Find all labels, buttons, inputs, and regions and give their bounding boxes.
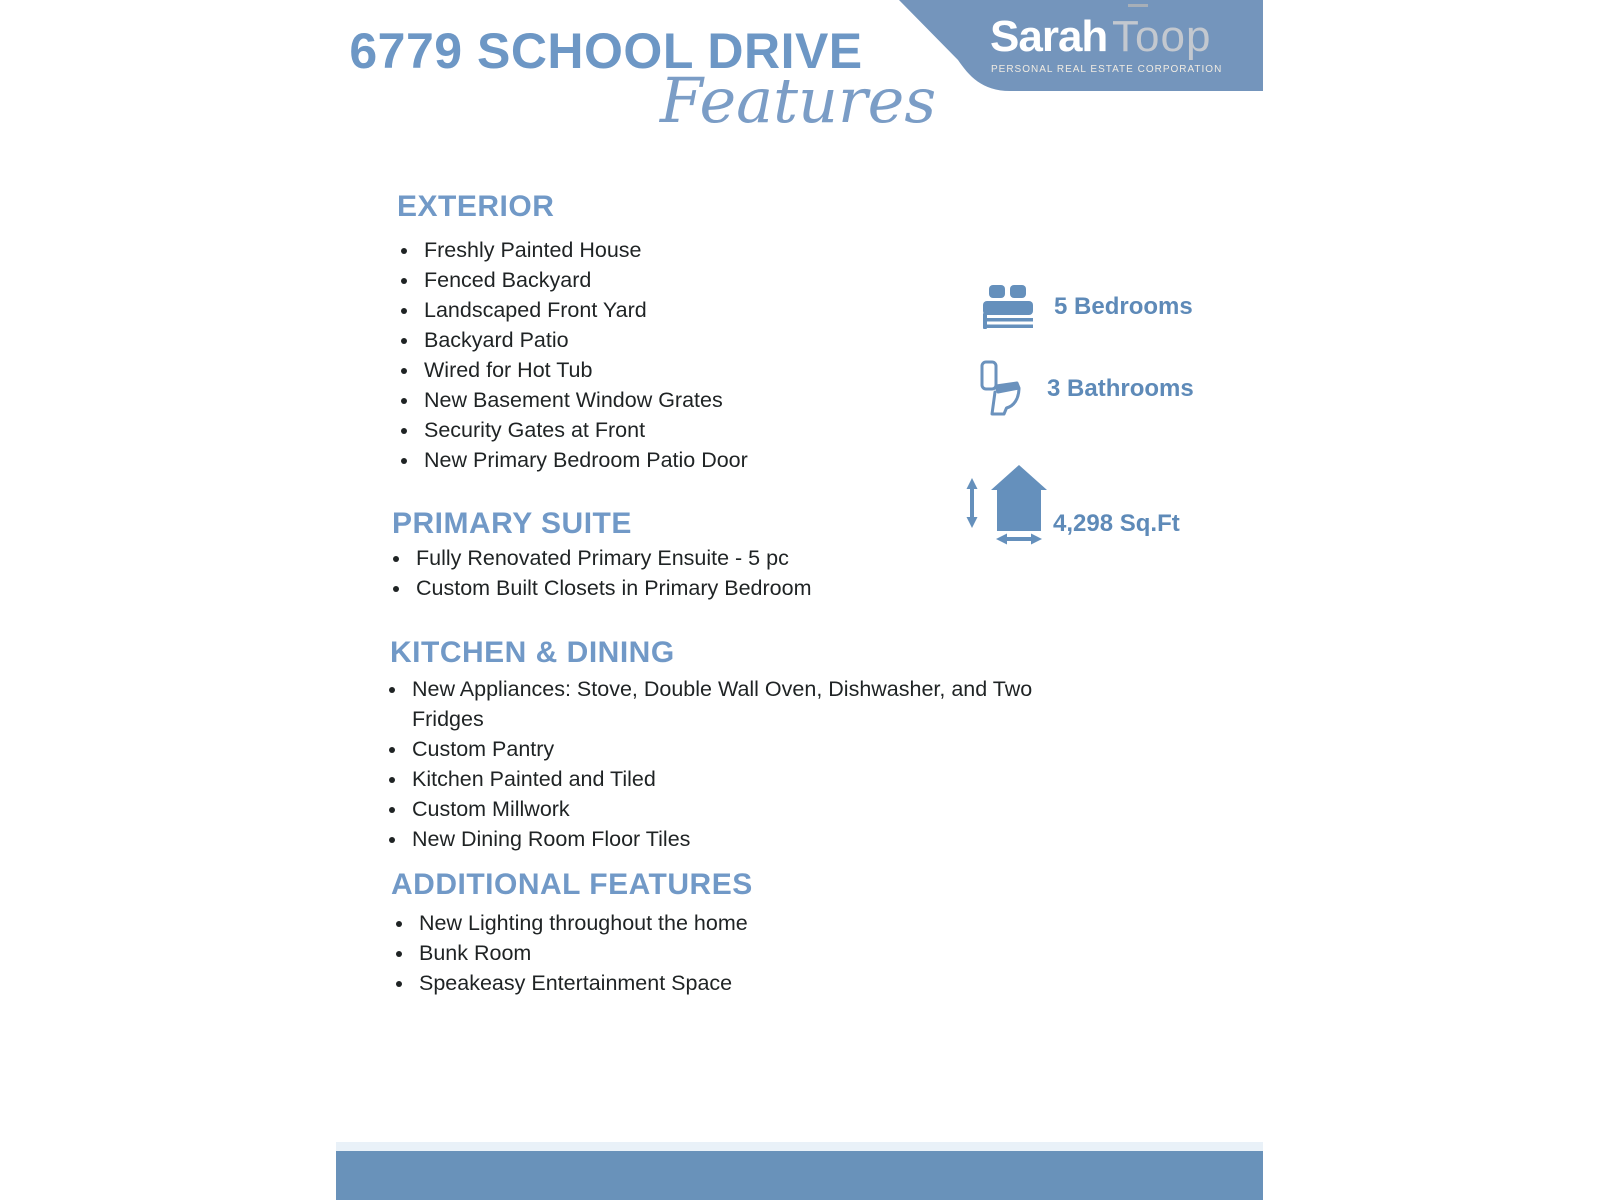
section-kitchen-dining	[336, 634, 1096, 854]
bathrooms-count-label: 3 Bathrooms	[1047, 375, 1194, 402]
page-title: 6779 SCHOOL DRIVE	[349, 23, 863, 79]
feature-item: • Wired for Hot Tub	[420, 355, 1096, 385]
features-script-heading: Features	[659, 64, 937, 137]
feature-item: • Fenced Backyard	[420, 265, 1096, 295]
feature-item: • New Lighting throughout the home	[415, 908, 1096, 938]
feature-item: • New Basement Window Grates	[420, 385, 1096, 415]
stat-bedrooms	[983, 285, 1193, 329]
feature-item: • Backyard Patio	[420, 325, 1096, 355]
brand-logo	[884, 0, 1263, 92]
section-heading: PRIMARY SUITE	[392, 507, 632, 540]
bed-icon	[983, 285, 1033, 329]
feature-list	[336, 235, 1096, 475]
feature-item: • New Dining Room Floor Tiles	[408, 824, 1077, 854]
toilet-icon	[969, 358, 1023, 420]
section-exterior	[336, 188, 1096, 475]
feature-item: • Custom Built Closets in Primary Bedroom	[412, 573, 1096, 603]
feature-item: • Speakeasy Entertainment Space	[415, 968, 1096, 998]
logo-name-first: Sarah	[990, 12, 1108, 61]
section-heading: ADDITIONAL FEATURES	[391, 868, 753, 901]
section-heading: EXTERIOR	[397, 190, 555, 223]
logo-dash-decoration	[1128, 4, 1148, 7]
footer-bar	[336, 1151, 1263, 1200]
feature-item: • Security Gates at Front	[420, 415, 1096, 445]
feature-item: • Kitchen Painted and Tiled	[408, 764, 1077, 794]
section-heading: KITCHEN & DINING	[390, 636, 675, 669]
feature-item: • Freshly Painted House	[420, 235, 1096, 265]
feature-item: • Custom Millwork	[408, 794, 1077, 824]
bedrooms-count-label: 5 Bedrooms	[1054, 293, 1193, 320]
feature-list	[336, 543, 1096, 603]
feature-item: • New Appliances: Stove, Double Wall Oven, Dishwasher, and Two Fridges	[408, 674, 1077, 734]
feature-item: • Landscaped Front Yard	[420, 295, 1096, 325]
house-measure-icon	[963, 460, 1047, 546]
feature-list	[336, 908, 1096, 998]
square-footage-label: 4,298 Sq.Ft	[1053, 510, 1180, 537]
feature-item: • Fully Renovated Primary Ensuite - 5 pc	[412, 543, 1096, 573]
footer-bar-light-strip	[336, 1142, 1263, 1151]
stat-square-footage	[963, 460, 1180, 546]
feature-item: • Bunk Room	[415, 938, 1096, 968]
feature-list	[336, 674, 1096, 854]
section-additional-features	[336, 866, 1096, 998]
stat-bathrooms	[969, 358, 1194, 420]
logo-name-last: Toop	[1112, 12, 1212, 61]
feature-item: • Custom Pantry	[408, 734, 1077, 764]
flyer-page	[336, 0, 1263, 1200]
logo-tagline: PERSONAL REAL ESTATE CORPORATION	[991, 64, 1223, 75]
feature-item: • New Primary Bedroom Patio Door	[420, 445, 1096, 475]
